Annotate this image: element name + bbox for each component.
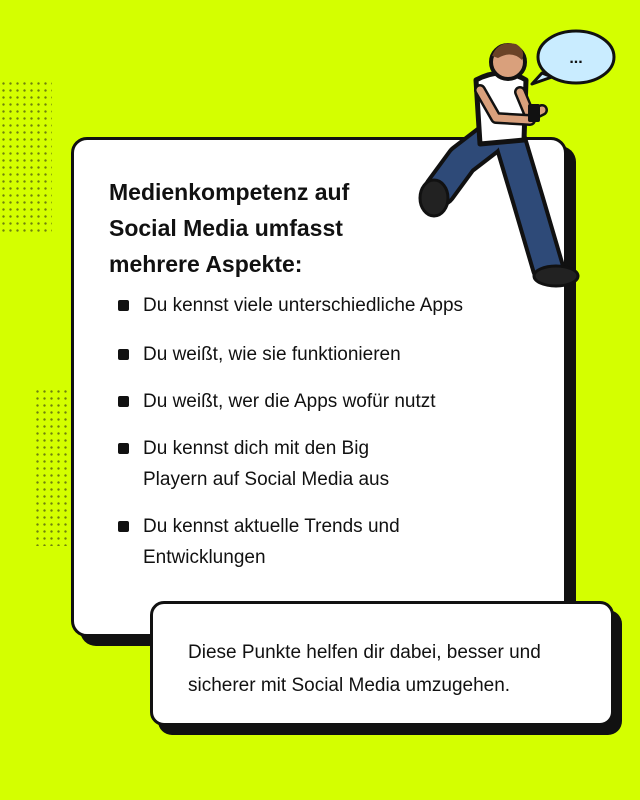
dot-pattern-top xyxy=(0,80,52,235)
list-item-text: Du weißt, wer die Apps wofür nutzt xyxy=(143,391,436,412)
speech-bubble-text: ... xyxy=(569,50,583,67)
list-item-text: Du weißt, wie sie funktionieren xyxy=(143,344,401,365)
aspect-list xyxy=(118,290,538,573)
square-bullet-icon xyxy=(118,521,129,532)
list-item-text: Du kennst dich mit den Big Playern auf Social Media aus xyxy=(143,438,390,490)
square-bullet-icon xyxy=(118,396,129,407)
list-item-text: Du kennst aktuelle Trends und Entwicklungen xyxy=(143,516,400,568)
list-item xyxy=(118,386,538,417)
square-bullet-icon xyxy=(118,443,129,454)
person-with-phone-illustration xyxy=(418,40,586,298)
square-bullet-icon xyxy=(118,300,129,311)
card-heading: Medienkompetenz auf Social Media umfasst mehrere Aspekte: xyxy=(109,179,350,277)
list-item xyxy=(118,339,538,370)
list-item xyxy=(118,433,538,495)
note-text: Diese Punkte helfen dir dabei, besser und sicherer mit Social Media umzugehen. xyxy=(188,642,541,696)
list-item-text: Du kennst viele unterschiedliche Apps xyxy=(143,295,464,316)
square-bullet-icon xyxy=(118,349,129,360)
dot-pattern-middle xyxy=(34,388,74,546)
list-item xyxy=(118,511,538,573)
